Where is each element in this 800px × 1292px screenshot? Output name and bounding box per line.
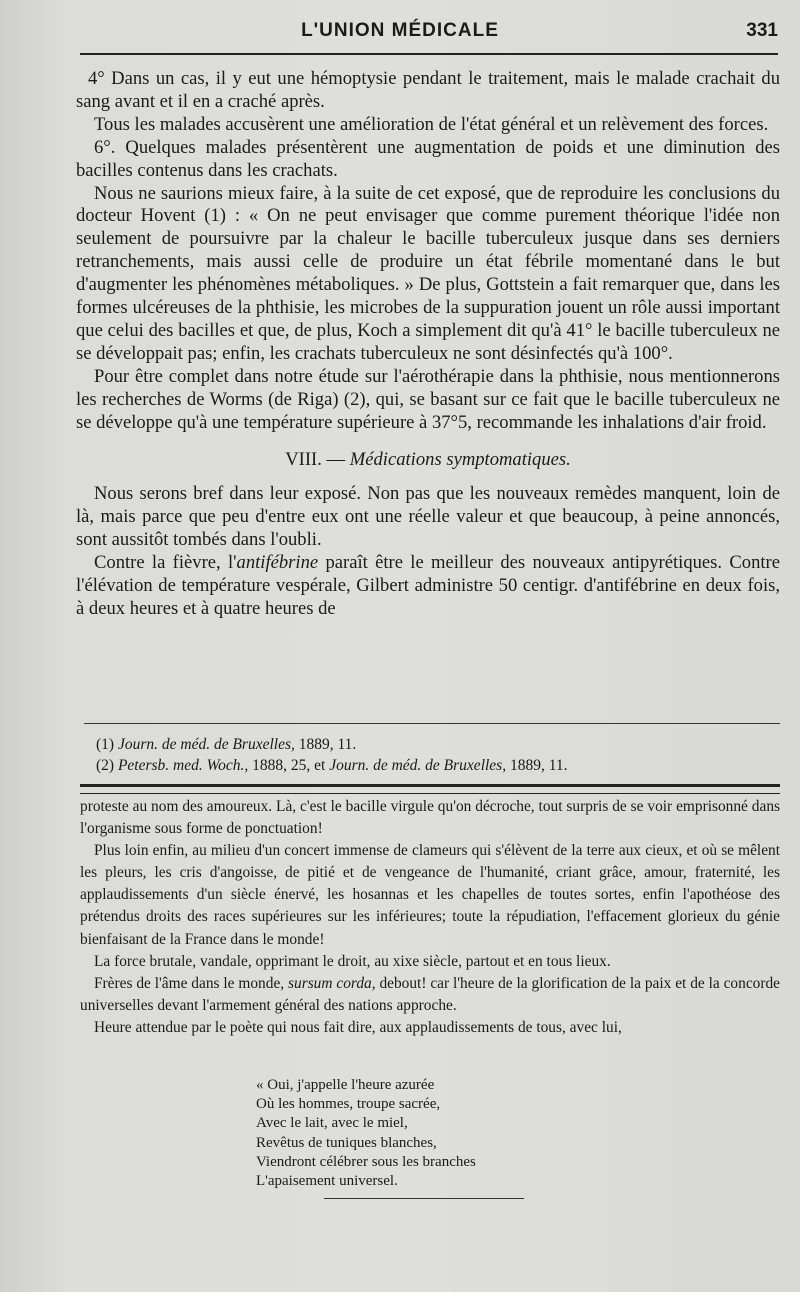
footnote-1 [96, 734, 780, 755]
poem-line: Revêtus de tuniques blanches, [256, 1134, 437, 1151]
poem-line: L'apaisement universel. [256, 1173, 398, 1190]
section-number: VIII. — [285, 448, 346, 470]
antifebrine-text-before: Contre la fièvre, l' [94, 552, 237, 574]
poem-line: Viendront célébrer sous les branches [256, 1153, 476, 1170]
feuilleton-divider [80, 784, 780, 794]
footnotes [96, 734, 780, 776]
paragraph-worms: Pour être complet dans notre étude sur l'aérothérapie dans la phthisie, nous mentionnerons les recherches de Worms (de Riga) (2), qui, se basant sur ce fait que le bacille tuberculeux ne se développe qu'à une température supérieure à 37°5, recommande les inhalations d'air froid. [76, 365, 780, 433]
antifebrine-term: antifébrine [236, 552, 319, 574]
footnote-2-journal-2: Journ. de méd. de Bruxelles, [329, 757, 507, 774]
feuilleton-paragraph-4 [80, 973, 780, 1017]
paragraph-hovent-conclusions: Nous ne saurions mieux faire, à la suite de cet exposé, que de reproduire les conclusions du docteur Hovent (1) : « On ne peut envisager que comme purement théorique l'idée non seulement de poursuivre par la chaleur le bacille tuberculeux jusque dans ses derniers retranchements, mais aussi celle de produire un état fébrile momentané dans le but d'augmenter les phénomènes métaboliques. » De plus, Gottstein a fait remarquer que, dans les formes ulcéreuses de la phthisie, les microbes de la suppuration jouent un rôle aussi important que celui des bacilles et que, de plus, Koch a simplement dit qu'à 41° le bacille tuberculeux ne se développait pas; enfin, les crachats tuberculeux ne sont désinfectés qu'à 100°. [76, 182, 780, 364]
paragraph-point-4: 4° Dans un cas, il y eut une hémoptysie pendant le traitement, mais le malade crachait du sang avant et il en a craché après. [76, 68, 780, 112]
footnote-rule [84, 723, 780, 724]
antifebrine-text-after: paraît être le meilleur des nouveaux antipyrétiques. Contre l'élévation de température vespérale, Gilbert administre 50 centigr. d'antifébrine en deux fois, à deux heures et à quatre heures de [76, 552, 780, 619]
poem [256, 1076, 576, 1191]
feuilleton-paragraph-2: Plus loin enfin, au milieu d'un concert immense de clameurs qui s'élèvent de la terre aux cieux, et où se mêlent les pleurs, les cris d'angoisse, de pitié et de vengeance de l'humanité, criant grâce, amour, fraternité, les applaudissements d'un siècle énervé, les hosannas et les chapelles de toutes sortes, enfin l'apothéose des prétendus droits des races supérieures sur les inférieures; toute la répudiation, l'effacement glorieux du génie bienfaisant de la France dans le monde! [80, 842, 780, 948]
running-title: L'UNION MÉDICALE [301, 20, 499, 41]
footnote-2 [96, 755, 780, 776]
footnote-1-journal: Journ. de méd. de Bruxelles, [117, 736, 295, 753]
sursum-corda: sursum corda, [288, 974, 376, 992]
feuilleton-paragraph-5: Heure attendue par le poète qui nous fait dire, aux applaudissements de tous, avec lui, [94, 1018, 622, 1036]
feuilleton-p4-after: debout! car l'heure de la glorification de la paix et de la concorde universelles devant l'armement général des nations approche. [80, 974, 781, 1014]
page-header [0, 18, 800, 48]
paragraph-point-6: 6°. Quelques malades présentèrent une augmentation de poids et une diminution des bacilles contenus dans les crachats. [76, 136, 780, 181]
footnote-1-ref: 1889, 11. [294, 736, 357, 753]
footnote-2-ref: 1889, 11. [506, 757, 568, 774]
feuilleton-paragraph-3: La force brutale, vandale, opprimant le droit, au xixe siècle, partout et en tous lieux. [94, 952, 611, 970]
poem-line: « Oui, j'appelle l'heure azurée [256, 1077, 435, 1093]
footnote-2-number: (2) [96, 757, 115, 774]
closing-rule [324, 1198, 524, 1199]
paragraph-point-5: Tous les malades accusèrent une amélioration de l'état général et un relèvement des forces. [94, 113, 769, 135]
feuilleton-paragraph-1: proteste au nom des amoureux. Là, c'est le bacille virgule qu'on décroche, tout surpris de se voir emprisonné dans l'organisme sous forme de ponctuation! [80, 798, 780, 838]
poem-line: Avec le lait, avec le miel, [256, 1115, 408, 1132]
footnote-2-mid: 1888, 25, et [248, 757, 330, 774]
footnote-2-journal-1: Petersb. med. Woch., [117, 757, 249, 774]
feuilleton-text [80, 796, 780, 1039]
page-number: 331 [746, 20, 778, 41]
poem-line: Où les hommes, troupe sacrée, [256, 1096, 441, 1113]
main-text [76, 68, 780, 621]
paragraph-symptomatic-intro: Nous serons bref dans leur exposé. Non pas que les nouveaux remèdes manquent, loin de là, mais parce que peu d'entre eux ont une réelle valeur et que beaucoup, à peine annoncés, sont aussitôt tombés dans l'oubli. [76, 483, 780, 551]
footnote-1-number: (1) [96, 736, 115, 753]
header-rule [80, 53, 778, 55]
section-title: Médications symptomatiques. [349, 448, 571, 470]
feuilleton-p4-before: Frères de l'âme dans le monde, [94, 974, 289, 992]
section-heading [76, 449, 780, 472]
paragraph-antifebrine [76, 552, 780, 621]
